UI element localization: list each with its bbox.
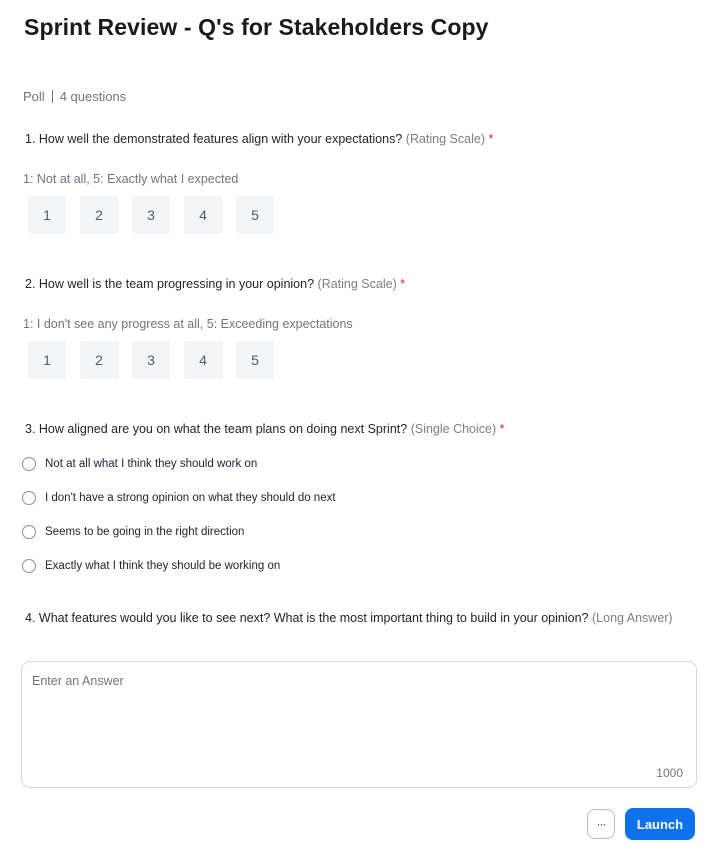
question-3-label: 3. How aligned are you on what the team plans on doing next Sprint? (25, 422, 408, 436)
question-1-type: (Rating Scale) (405, 132, 485, 146)
rating-option-4[interactable]: 4 (184, 341, 222, 379)
rating-option-3[interactable]: 3 (132, 196, 170, 234)
radio-circle-icon[interactable] (22, 525, 36, 539)
choice-label: Exactly what I think they should be working on (45, 560, 281, 572)
poll-meta (23, 89, 126, 104)
choice-option-1[interactable] (22, 457, 257, 471)
rating-option-4[interactable]: 4 (184, 196, 222, 234)
choice-option-4[interactable] (22, 559, 280, 573)
question-2-text (25, 276, 405, 293)
question-1-rating-row (28, 196, 274, 234)
radio-circle-icon[interactable] (22, 457, 36, 471)
question-2-type: (Rating Scale) (317, 277, 397, 291)
question-4-type: (Long Answer) (592, 611, 673, 625)
required-marker: * (400, 277, 406, 291)
radio-circle-icon[interactable] (22, 559, 36, 573)
question-1-text (25, 131, 493, 148)
choice-label: Seems to be going in the right direction (45, 526, 245, 538)
question-1-label: 1. How well the demonstrated features align with your expectations? (25, 132, 403, 146)
rating-option-5[interactable]: 5 (236, 196, 274, 234)
question-1-scale-label: 1: Not at all, 5: Exactly what I expected (23, 172, 239, 186)
choice-option-2[interactable] (22, 491, 336, 505)
question-count: 4 questions (59, 89, 127, 104)
launch-button[interactable]: Launch (625, 808, 695, 840)
question-4-text (25, 610, 685, 627)
question-2-scale-label: 1: I don't see any progress at all, 5: Exceeding expectations (23, 317, 353, 331)
required-marker: * (488, 132, 494, 146)
rating-option-2[interactable]: 2 (80, 341, 118, 379)
question-3-text (25, 421, 505, 438)
question-2-label: 2. How well is the team progressing in your opinion? (25, 277, 315, 291)
required-marker: * (499, 422, 505, 436)
more-options-button[interactable]: ··· (587, 809, 615, 839)
choice-label: I don't have a strong opinion on what they should do next (45, 492, 336, 504)
rating-option-2[interactable]: 2 (80, 196, 118, 234)
radio-circle-icon[interactable] (22, 491, 36, 505)
character-limit: 1000 (656, 766, 683, 780)
rating-option-3[interactable]: 3 (132, 341, 170, 379)
question-4-label: 4. What features would you like to see next? What is the most important thing to build in your opinion? (25, 611, 589, 625)
poll-title: Sprint Review - Q's for Stakeholders Copy (24, 14, 489, 40)
rating-option-1[interactable]: 1 (28, 341, 66, 379)
meta-divider (52, 90, 53, 103)
answer-placeholder: Enter an Answer (32, 674, 124, 688)
rating-option-1[interactable]: 1 (28, 196, 66, 234)
question-2-rating-row (28, 341, 274, 379)
choice-option-3[interactable] (22, 525, 244, 539)
poll-kind: Poll (23, 89, 45, 104)
question-3-type: (Single Choice) (410, 422, 497, 436)
rating-option-5[interactable]: 5 (236, 341, 274, 379)
long-answer-input[interactable] (21, 661, 697, 788)
choice-label: Not at all what I think they should work on (45, 458, 258, 470)
